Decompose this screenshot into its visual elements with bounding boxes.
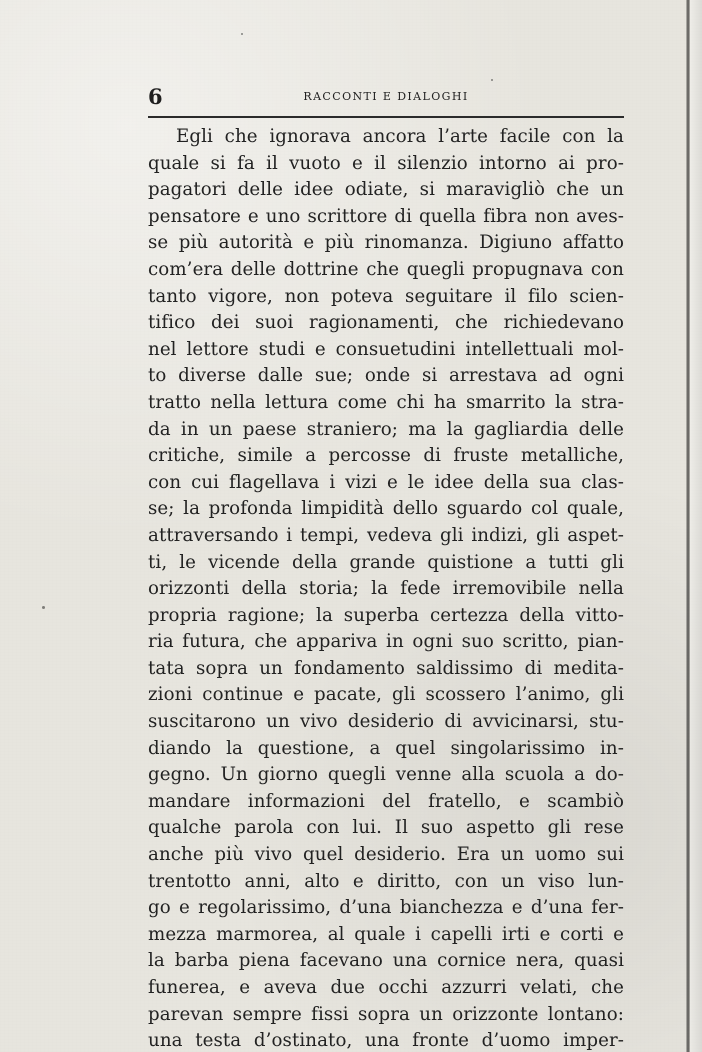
text-line: una testa d’ostinato, una fronte d’uomo imper- bbox=[148, 1030, 624, 1052]
text-line: anche più vivo quel desiderio. Era un uomo sui bbox=[148, 844, 624, 866]
text-line: go e regolarissimo, d’una bianchezza e d’una fer- bbox=[148, 897, 624, 919]
text-line: pagatori delle idee odiate, si maravigliò che un bbox=[148, 179, 624, 201]
text-line: tata sopra un fondamento saldissimo di medita- bbox=[148, 657, 624, 679]
text-line: attraversando i tempi, vedeva gli indizi, gli aspet- bbox=[148, 524, 624, 546]
text-line: tratto nella lettura come chi ha smarrito la stra- bbox=[148, 391, 624, 413]
running-title: RACCONTI E DIALOGHI bbox=[303, 90, 469, 103]
text-line: Egli che ignorava ancora l’arte facile con la bbox=[176, 126, 624, 147]
text-line: mezza marmorea, al quale i capelli irti e corti e bbox=[148, 923, 624, 945]
page-edge-line bbox=[686, 0, 690, 1052]
text-line: trentotto anni, alto e diritto, con un viso lun- bbox=[148, 870, 624, 892]
paper-speck bbox=[491, 79, 493, 81]
text-line: qualche parola con lui. Il suo aspetto gli rese bbox=[148, 817, 624, 839]
body-text bbox=[148, 124, 624, 1052]
page-number: 6 bbox=[148, 84, 163, 109]
text-line: pensatore e uno scrittore di quella fibra non aves- bbox=[148, 205, 624, 227]
text-line: to diverse dalle sue; onde si arrestava ad ogni bbox=[148, 365, 624, 387]
text-line: tanto vigore, non poteva seguitare il filo scien- bbox=[148, 285, 624, 307]
text-line: da in un paese straniero; ma la gagliardia delle bbox=[148, 418, 624, 440]
text-line: suscitarono un vivo desiderio di avvicinarsi, stu- bbox=[148, 711, 624, 733]
text-line: zioni continue e pacate, gli scossero l’animo, gli bbox=[148, 684, 624, 706]
text-line: critiche, simile a percosse di fruste metalliche, bbox=[148, 445, 624, 467]
header-rule bbox=[148, 116, 624, 118]
text-line: tifico dei suoi ragionamenti, che richiedevano bbox=[148, 312, 624, 334]
text-line: se più autorità e più rinomanza. Digiuno affatto bbox=[148, 232, 624, 254]
text-line: funerea, e aveva due occhi azzurri velati, che bbox=[148, 977, 624, 998]
text-line: diando la questione, a quel singolarissimo in- bbox=[148, 737, 624, 759]
text-line: con cui flagellava i vizi e le idee della sua clas- bbox=[148, 471, 624, 493]
text-line: com’era delle dottrine che quegli propugnava con bbox=[148, 258, 624, 280]
text-line: ti, le vicende della grande quistione a tutti gli bbox=[148, 551, 624, 573]
page-edge-shadow bbox=[690, 0, 702, 1052]
text-line: nel lettore studi e consuetudini intellettuali mol- bbox=[148, 338, 624, 360]
text-line: ria futura, che appariva in ogni suo scritto, pian- bbox=[148, 631, 624, 653]
text-line: orizzonti della storia; la fede irremovibile nella bbox=[148, 578, 624, 600]
paper-speck bbox=[42, 606, 45, 609]
text-line: la barba piena facevano una cornice nera, quasi bbox=[148, 950, 624, 972]
text-line: quale si fa il vuoto e il silenzio intorno ai pro- bbox=[148, 152, 624, 174]
text-line: se; la profonda limpidità dello sguardo col quale, bbox=[148, 498, 624, 520]
text-line: parevan sempre fissi sopra un orizzonte lontano: bbox=[148, 1003, 624, 1025]
text-line: mandare informazioni del fratello, e scambiò bbox=[148, 790, 624, 812]
text-line: gegno. Un giorno quegli venne alla scuola a do- bbox=[148, 764, 624, 786]
page-header bbox=[148, 86, 624, 114]
paper-speck bbox=[241, 33, 243, 35]
text-line: propria ragione; la superba certezza della vitto- bbox=[148, 604, 624, 626]
